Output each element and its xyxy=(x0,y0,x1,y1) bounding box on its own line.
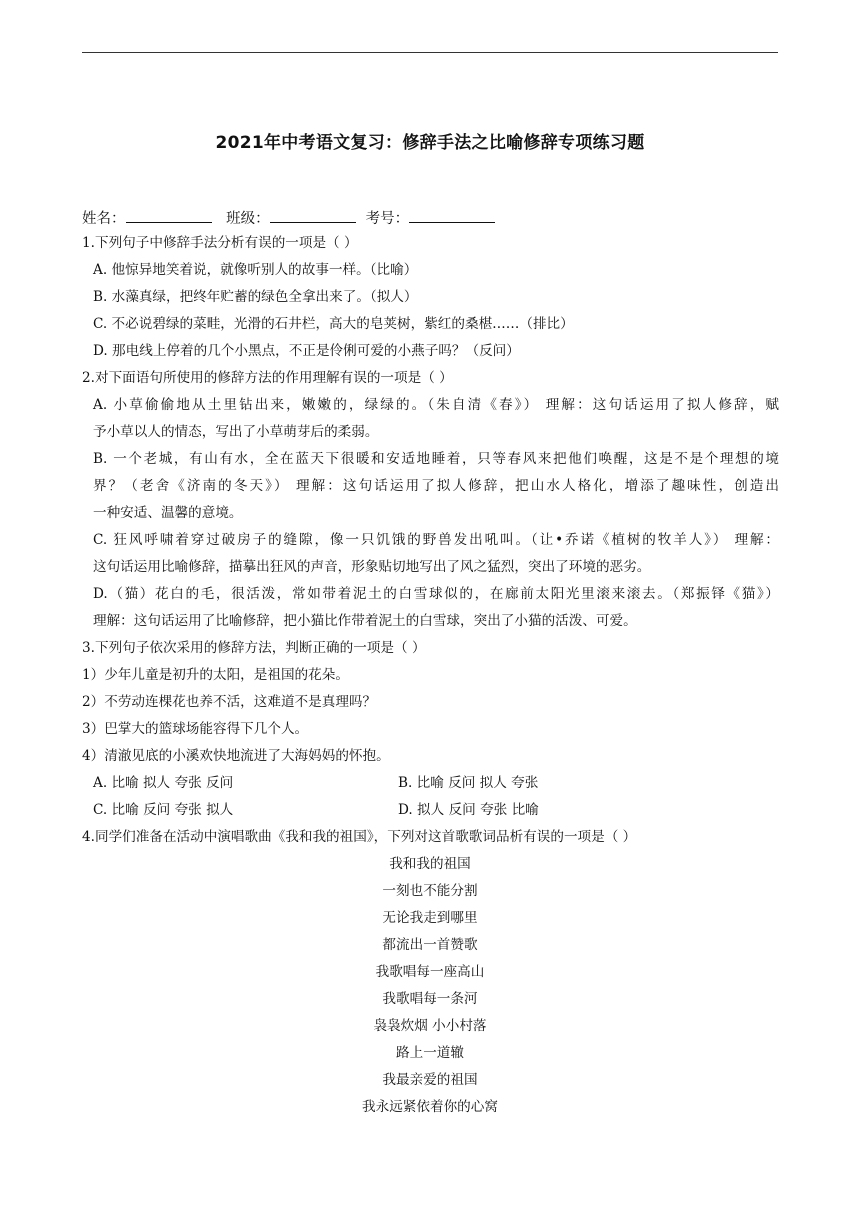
question-1-option-d[interactable]: D. 那电线上停着的几个小黑点，不正是伶俐可爱的小燕子吗？（反问） xyxy=(93,343,520,359)
question-2-line[interactable]: D.（猫）花白的毛，很活泼，常如带着泥土的白雪球似的，在廊前太阳光里滚来滚去。（郑振铎《猫》） xyxy=(93,586,779,602)
question-2-line: 一种安适、温馨的意境。 xyxy=(93,505,243,521)
lyric-line: 袅袅炊烟 小小村落 xyxy=(373,1018,487,1034)
lyric-line: 都流出一首赞歌 xyxy=(382,937,478,953)
exam-no-label: 考号： xyxy=(365,211,410,227)
lyric-line: 无论我走到哪里 xyxy=(382,910,478,926)
question-2-line: 界？（老舍《济南的冬天》） 理解：这句话运用了拟人修辞，把山水人格化，增添了趣味性，创造出 xyxy=(93,478,779,494)
question-2-line[interactable]: C. 狂风呼啸着穿过破房子的缝隙，像一只饥饿的野兽发出吼叫。（让•乔诺《植树的牧羊人》） 理解： xyxy=(93,532,779,548)
question-3-sentence: 1）少年儿童是初升的太阳，是祖国的花朵。 xyxy=(82,667,349,683)
page-title: 2021年中考语文复习：修辞手法之比喻修辞专项练习题 xyxy=(215,133,645,153)
lyric-line: 我歌唱每一座高山 xyxy=(375,964,485,980)
header-rule xyxy=(82,52,778,53)
class-label: 班级： xyxy=(226,211,270,227)
name-label: 姓名： xyxy=(82,211,126,227)
question-3-option-c[interactable]: C. 比喻 反问 夸张 拟人 xyxy=(93,802,234,818)
student-info-row xyxy=(82,207,505,228)
question-3-sentence: 2）不劳动连棵花也养不活，这难道不是真理吗？ xyxy=(82,694,377,710)
question-3-option-d[interactable]: D. 拟人 反问 夸张 比喻 xyxy=(398,802,539,818)
exam-no-blank[interactable] xyxy=(409,208,495,223)
question-3-sentence: 4）清澈见底的小溪欢快地流进了大海妈妈的怀抱。 xyxy=(82,748,390,764)
lyric-line: 我和我的祖国 xyxy=(389,856,471,872)
question-4-stem: 4.同学们准备在活动中演唱歌曲《我和我的祖国》，下列对这首歌歌词品析有误的一项是（ ） xyxy=(82,829,637,845)
question-2-stem: 2.对下面语句所使用的修辞方法的作用理解有误的一项是（ ） xyxy=(82,370,453,386)
question-2-line: 理解：这句话运用了比喻修辞，把小猫比作带着泥土的白雪球，突出了小猫的活泼、可爱。 xyxy=(93,613,637,629)
question-3-option-b[interactable]: B. 比喻 反问 拟人 夸张 xyxy=(398,775,539,791)
lyric-line: 我歌唱每一条河 xyxy=(382,991,478,1007)
question-1-option-a[interactable]: A. 他惊异地笑着说，就像听别人的故事一样。（比喻） xyxy=(93,262,418,278)
question-1-option-c[interactable]: C. 不必说碧绿的菜畦，光滑的石井栏，高大的皂荚树，紫红的桑椹……（排比） xyxy=(93,316,574,332)
question-3-option-a[interactable]: A. 比喻 拟人 夸张 反问 xyxy=(93,775,234,791)
lyric-line: 我最亲爱的祖国 xyxy=(382,1072,478,1088)
question-1-stem: 1.下列句子中修辞手法分析有误的一项是（ ） xyxy=(82,235,358,251)
name-blank[interactable] xyxy=(126,208,212,223)
question-2-line: 这句话运用比喻修辞，描摹出狂风的声音，形象贴切地写出了风之猛烈，突出了环境的恶劣。 xyxy=(93,559,651,575)
class-blank[interactable] xyxy=(270,208,356,223)
question-2-line[interactable]: A. 小草偷偷地从土里钻出来，嫩嫩的，绿绿的。（朱自清《春》） 理解：这句话运用了拟人修辞，赋 xyxy=(93,397,779,413)
question-2-line[interactable]: B. 一个老城，有山有水，全在蓝天下很暖和安适地睡着，只等春风来把他们唤醒，这是不是个理想的境 xyxy=(93,451,779,467)
question-2-line: 予小草以人的情态，写出了小草萌芽后的柔弱。 xyxy=(93,424,379,440)
lyric-line: 一刻也不能分割 xyxy=(382,883,478,899)
question-1-option-b[interactable]: B. 水藻真绿，把终年贮蓄的绿色全拿出来了。（拟人） xyxy=(93,289,418,305)
lyric-line: 路上一道辙 xyxy=(396,1045,464,1061)
lyric-line: 我永远紧依着你的心窝 xyxy=(362,1099,498,1115)
question-3-sentence: 3）巴掌大的篮球场能容得下几个人。 xyxy=(82,721,309,737)
question-3-stem: 3.下列句子依次采用的修辞方法，判断正确的一项是（ ） xyxy=(82,640,426,656)
